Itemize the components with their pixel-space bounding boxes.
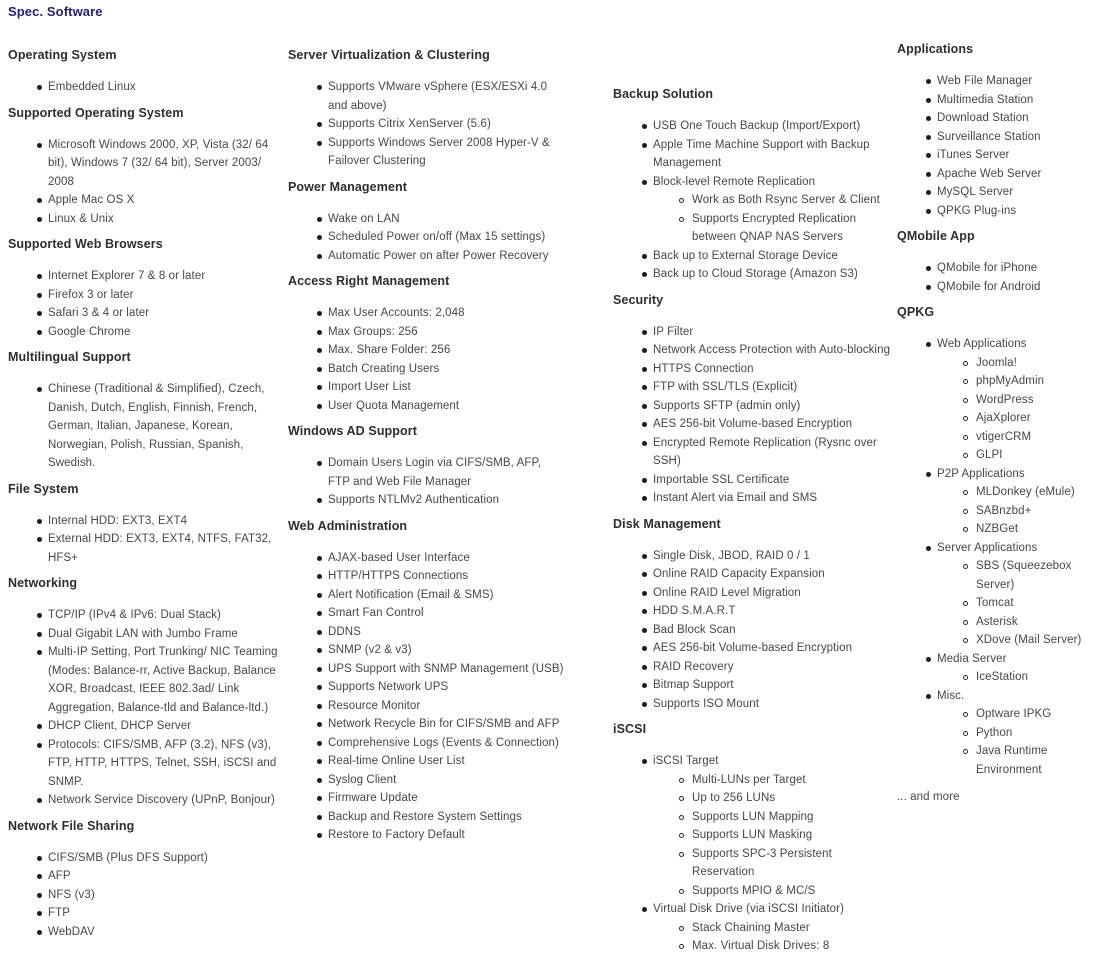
list-item-text: Scheduled Power on/off (Max 15 settings)	[328, 231, 546, 243]
sub-list-item	[937, 668, 1113, 687]
sub-list-item-text: WordPress	[976, 393, 1034, 406]
list-item	[288, 360, 564, 379]
list-item-text: DDNS	[328, 625, 361, 638]
section-heading: Power Management	[288, 179, 407, 194]
list-item-text: Firmware Update	[328, 792, 418, 804]
list-item	[8, 625, 286, 644]
list-item-text: Network Service Discovery (UPnP, Bonjour)	[48, 794, 275, 806]
sub-list-item-text: GLPI	[976, 449, 1003, 461]
list-item-text: MySQL Server	[937, 186, 1014, 198]
list-item	[8, 136, 286, 192]
list-item	[613, 117, 894, 136]
list-item-text: WebDAV	[48, 925, 95, 938]
spec-column-4	[897, 42, 1113, 807]
list-item	[288, 567, 564, 586]
list-item	[897, 91, 1113, 110]
list-item	[288, 808, 564, 827]
list-item-text: Misc.	[937, 689, 965, 702]
list-item	[8, 512, 286, 531]
spec-sub-list	[653, 191, 894, 247]
list-item	[613, 602, 894, 621]
sub-list-item	[653, 845, 894, 882]
list-item-text: Real-time Online User List	[328, 755, 465, 767]
sub-list-item-text: vtigerCRM	[976, 430, 1032, 443]
list-item	[288, 115, 564, 134]
list-item-text: UPS Support with SNMP Management (USB)	[328, 662, 564, 675]
list-item	[288, 771, 564, 790]
spec-sub-list	[653, 771, 894, 901]
list-item-text: FTP with SSL/TLS (Explicit)	[653, 381, 798, 393]
list-item	[8, 849, 286, 868]
section-heading: Supported Operating System	[8, 105, 184, 120]
sub-list-item-text: Joomla!	[976, 356, 1017, 369]
list-item	[613, 173, 894, 247]
list-item-text: Microsoft Windows 2000, XP, Vista (32/ 64 bit), Windows 7 (32/ 64 bit), Server 2003/ 2008	[48, 138, 269, 188]
list-item-text: Max Groups: 256	[328, 325, 418, 338]
list-item-text: Supports SFTP (admin only)	[653, 399, 801, 412]
list-item-text: Bad Block Scan	[653, 623, 736, 636]
list-item-text: AFP	[48, 870, 71, 882]
list-item-text: Back up to Cloud Storage (Amazon S3)	[653, 268, 858, 280]
section-heading: Backup Solution	[613, 87, 714, 101]
list-item-text: HTTPS Connection	[653, 362, 754, 375]
spec-list	[8, 78, 286, 97]
list-item-text: Apache Web Server	[937, 167, 1042, 180]
list-item	[288, 623, 564, 642]
section-heading: Server Virtualization & Clustering	[288, 48, 490, 62]
page-title: Spec. Software	[8, 4, 103, 19]
sub-list-item-text: Supports Encrypted Replication between QNAP NAS Servers	[692, 212, 857, 243]
list-item	[288, 586, 564, 605]
sub-list-item-text: Supports MPIO & MC/S	[692, 884, 816, 897]
section-heading: Applications	[897, 42, 974, 56]
sub-list-item	[653, 808, 894, 827]
list-item-text: IP Filter	[653, 325, 694, 338]
list-item	[288, 641, 564, 660]
footer-note: ... and more	[897, 791, 960, 803]
list-item-text: Import User List	[328, 381, 411, 393]
spec-list	[8, 267, 286, 341]
spec-list	[288, 78, 564, 171]
list-item-text: Multi-IP Setting, Port Trunking/ NIC Teaming (Modes: Balance-rr, Active Backup, Balance XOR, Broadcast, IEEE 802.3ad/ Link Aggregation, Balance-tld and Balance-ltd.)	[48, 646, 278, 714]
sub-list-item-text: Multi-LUNs per Target	[692, 773, 806, 786]
list-item	[288, 378, 564, 397]
list-item-text: Internal HDD: EXT3, EXT4	[48, 514, 188, 527]
list-item	[613, 136, 894, 173]
spec-list	[288, 454, 564, 510]
list-item-text: Supports Citrix XenServer (5.6)	[328, 118, 491, 130]
list-item	[897, 335, 1113, 465]
sub-list-item-text: Supports LUN Mapping	[692, 810, 814, 823]
section-heading: iSCSI	[613, 722, 647, 736]
list-item	[613, 323, 894, 342]
list-item-text: HDD S.M.A.R.T	[653, 605, 736, 617]
list-item-text: QMobile for Android	[937, 280, 1041, 293]
list-item-text: Safari 3 & 4 or later	[48, 307, 150, 319]
section-heading: Access Right Management	[288, 274, 450, 288]
spec-list	[288, 210, 564, 266]
spec-list	[8, 380, 286, 473]
list-item	[8, 304, 286, 323]
list-item-text: Automatic Power on after Power Recovery	[328, 249, 549, 262]
spec-list	[288, 549, 564, 845]
list-item	[613, 341, 894, 360]
list-item	[288, 210, 564, 229]
list-item	[613, 247, 894, 266]
spec-column-1-sections	[8, 48, 286, 941]
spec-column-3	[613, 87, 894, 956]
list-item	[288, 549, 564, 568]
list-item	[613, 639, 894, 658]
spec-sub-list	[937, 705, 1113, 779]
list-item	[8, 606, 286, 625]
spec-sub-list	[937, 354, 1113, 465]
list-item-text: Max. Share Folder: 256	[328, 344, 451, 356]
sub-list-item	[937, 557, 1113, 594]
list-item	[897, 465, 1113, 539]
list-item	[288, 304, 564, 323]
list-item-text: Embedded Linux	[48, 81, 136, 93]
list-item	[8, 380, 286, 473]
list-item-text: Supports ISO Mount	[653, 697, 759, 710]
section-heading: Multilingual Support	[8, 350, 131, 364]
spec-list	[613, 117, 894, 284]
spec-sub-list	[937, 668, 1113, 687]
sub-list-item-text: Stack Chaining Master	[692, 921, 810, 934]
list-item-text: Encrypted Remote Replication (Rysnc over SSH)	[653, 436, 877, 467]
list-item-text: SNMP (v2 & v3)	[328, 644, 412, 656]
section-heading: Supported Web Browsers	[8, 237, 163, 251]
list-item	[8, 530, 286, 567]
list-item	[8, 904, 286, 923]
list-item-text: USB One Touch Backup (Import/Export)	[653, 120, 861, 132]
list-item-text: Dual Gigabit LAN with Jumbo Frame	[48, 627, 238, 640]
list-item	[613, 565, 894, 584]
sub-list-item	[937, 391, 1113, 410]
list-item	[8, 323, 286, 342]
list-item	[613, 360, 894, 379]
list-item	[288, 715, 564, 734]
list-item-text: Syslog Client	[328, 773, 397, 786]
list-item-text: Apple Mac OS X	[48, 194, 135, 206]
sub-list-item-text: SABnzbd+	[976, 504, 1032, 517]
list-item-text: Firefox 3 or later	[48, 288, 134, 301]
sub-list-item	[937, 354, 1113, 373]
list-item	[8, 78, 286, 97]
list-item	[897, 109, 1113, 128]
sub-list-item-text: phpMyAdmin	[976, 375, 1045, 387]
list-item	[613, 695, 894, 714]
sub-list-item	[937, 372, 1113, 391]
sub-list-item	[937, 446, 1113, 465]
list-item-text: iTunes Server	[937, 149, 1010, 161]
section-heading: Windows AD Support	[288, 424, 417, 438]
spec-column-2	[288, 48, 564, 845]
list-item	[897, 539, 1113, 650]
spec-sub-list	[653, 919, 894, 956]
list-item-text: Supports Network UPS	[328, 681, 449, 693]
spec-list	[613, 752, 894, 956]
list-item-text: Instant Alert via Email and SMS	[653, 492, 818, 504]
section-heading: QPKG	[897, 305, 935, 319]
list-item	[288, 491, 564, 510]
list-item	[613, 584, 894, 603]
list-item	[897, 146, 1113, 165]
list-item-text: Backup and Restore System Settings	[328, 810, 522, 823]
section-heading: Security	[613, 292, 664, 307]
list-item	[8, 286, 286, 305]
list-item-text: TCP/IP (IPv4 & IPv6: Dual Stack)	[48, 609, 221, 621]
list-item-text: Linux & Unix	[48, 212, 114, 225]
sub-list-item-text: Supports SPC-3 Persistent Reservation	[692, 847, 832, 878]
sub-list-item	[937, 613, 1113, 632]
sub-list-item	[653, 826, 894, 845]
list-item-text: Multimedia Station	[937, 93, 1034, 106]
list-item-text: FTP	[48, 907, 71, 919]
list-item	[288, 734, 564, 753]
list-item	[8, 267, 286, 286]
spec-list	[8, 136, 286, 229]
list-item	[288, 697, 564, 716]
list-item	[288, 78, 564, 115]
list-item	[288, 752, 564, 771]
section-heading: Operating System	[8, 48, 117, 62]
list-item-text: Resource Monitor	[328, 699, 421, 712]
list-item	[288, 454, 564, 491]
list-item-text: DHCP Client, DHCP Server	[48, 720, 192, 732]
list-item-text: iSCSI Target	[653, 755, 719, 767]
list-item-text: QMobile for iPhone	[937, 262, 1038, 274]
list-item-text: Block-level Remote Replication	[653, 175, 816, 188]
spec-sub-list	[937, 557, 1113, 650]
list-item	[613, 621, 894, 640]
list-item	[613, 378, 894, 397]
list-item-text: Bitmap Support	[653, 679, 734, 691]
list-item	[613, 397, 894, 416]
section-heading: Networking	[8, 576, 78, 590]
sub-list-item-text: MLDonkey (eMule)	[976, 486, 1075, 498]
list-item	[613, 676, 894, 695]
list-item-text: Back up to External Storage Device	[653, 249, 838, 262]
sub-list-item-text: Optware IPKG	[976, 708, 1052, 720]
list-item	[288, 826, 564, 845]
list-item	[897, 650, 1113, 687]
list-item	[897, 202, 1113, 221]
list-item	[613, 489, 894, 508]
list-item	[288, 228, 564, 247]
sub-list-item	[937, 428, 1113, 447]
spec-list	[613, 547, 894, 714]
list-item-text: Comprehensive Logs (Events & Connection)	[328, 736, 559, 749]
list-item	[613, 547, 894, 566]
list-item	[897, 72, 1113, 91]
sub-list-item	[937, 724, 1113, 743]
list-item-text: Apple Time Machine Support with Backup Management	[653, 138, 870, 169]
spec-list	[897, 72, 1113, 220]
list-item-text: P2P Applications	[937, 467, 1025, 480]
list-item-text: Batch Creating Users	[328, 362, 440, 375]
list-item-text: Online RAID Capacity Expansion	[653, 568, 825, 580]
list-item-text: AES 256-bit Volume-based Encryption	[653, 642, 853, 654]
list-item	[613, 415, 894, 434]
sub-list-item	[937, 742, 1113, 779]
sub-list-item	[653, 191, 894, 210]
list-item	[897, 259, 1113, 278]
list-item	[613, 434, 894, 471]
list-item	[8, 717, 286, 736]
section-heading: Disk Management	[613, 516, 721, 531]
list-item	[288, 323, 564, 342]
sub-list-item	[653, 882, 894, 901]
list-item-text: Protocols: CIFS/SMB, AFP (3.2), NFS (v3), FTP, HTTP, HTTPS, Telnet, SSH, iSCSI and SNMP.	[48, 738, 277, 788]
list-item	[897, 687, 1113, 780]
list-item	[613, 265, 894, 284]
section-heading: Network File Sharing	[8, 818, 135, 833]
list-item-text: Virtual Disk Drive (via iSCSI Initiator)	[653, 903, 845, 915]
list-item	[288, 789, 564, 808]
sub-list-item-text: Asterisk	[976, 615, 1018, 628]
sub-list-item-text: SBS (Squeezebox Server)	[976, 560, 1072, 591]
list-item-text: Web File Manager	[937, 75, 1033, 87]
list-item	[897, 165, 1113, 184]
sub-list-item-text: XDove (Mail Server)	[976, 634, 1082, 646]
section-heading: QMobile App	[897, 229, 975, 243]
sub-list-item-text: Tomcat	[976, 597, 1014, 609]
sub-list-item	[653, 210, 894, 247]
list-item	[8, 886, 286, 905]
list-item-text: Google Chrome	[48, 325, 131, 338]
spec-list	[8, 512, 286, 568]
list-item-text: HTTP/HTTPS Connections	[328, 570, 469, 582]
list-item-text: External HDD: EXT3, EXT4, NTFS, FAT32, HFS+	[48, 533, 272, 564]
list-item-text: Network Access Protection with Auto-blocking	[653, 344, 891, 356]
list-item	[897, 128, 1113, 147]
sub-list-item-text: Java Runtime Environment	[976, 745, 1048, 776]
list-item-text: Chinese (Traditional & Simplified), Czech, Danish, Dutch, English, Finnish, French, German, Italian, Japanese, Korean, Norwegian, Polish, Russian, Spanish, Swedish.	[48, 383, 265, 469]
list-item-text: Media Server	[937, 652, 1007, 665]
list-item-text: Web Applications	[937, 338, 1027, 350]
sub-list-item	[937, 705, 1113, 724]
list-item	[8, 643, 286, 717]
sub-list-item	[937, 520, 1113, 539]
sub-list-item	[653, 771, 894, 790]
list-item-text: Smart Fan Control	[328, 607, 424, 619]
list-item-text: Alert Notification (Email & SMS)	[328, 588, 494, 601]
spec-list	[613, 323, 894, 508]
list-item	[8, 923, 286, 942]
list-item-text: Max User Accounts: 2,048	[328, 307, 465, 319]
sub-list-item	[653, 937, 894, 956]
list-item-text: Internet Explorer 7 & 8 or later	[48, 270, 206, 282]
list-item-text: Restore to Factory Default	[328, 829, 465, 841]
sub-list-item-text: Work as Both Rsync Server & Client	[692, 194, 880, 206]
sub-list-item-text: AjaXplorer	[976, 412, 1031, 424]
sub-list-item	[937, 483, 1113, 502]
spec-column-4-sections	[897, 42, 1113, 779]
list-item	[613, 752, 894, 900]
section-heading: Web Administration	[288, 518, 408, 533]
sub-list-item	[937, 631, 1113, 650]
sub-list-item	[653, 789, 894, 808]
list-item-text: Download Station	[937, 112, 1029, 124]
list-item-text: NFS (v3)	[48, 888, 95, 901]
spec-list	[897, 259, 1113, 296]
spec-column-1	[8, 48, 286, 941]
sub-list-item-text: Up to 256 LUNs	[692, 792, 776, 804]
list-item	[613, 900, 894, 956]
spec-list	[897, 335, 1113, 779]
list-item-text: Surveillance Station	[937, 130, 1041, 143]
list-item	[8, 210, 286, 229]
list-item	[897, 278, 1113, 297]
list-item-text: Supports Windows Server 2008 Hyper-V & Failover Clustering	[328, 136, 550, 167]
list-item-text: CIFS/SMB (Plus DFS Support)	[48, 851, 208, 864]
list-item	[897, 183, 1113, 202]
list-item-text: RAID Recovery	[653, 660, 734, 673]
list-item	[288, 678, 564, 697]
sub-list-item-text: NZBGet	[976, 523, 1019, 535]
list-item	[613, 658, 894, 677]
section-heading: File System	[8, 481, 79, 496]
list-item-text: Wake on LAN	[328, 212, 400, 225]
list-item-text: User Quota Management	[328, 399, 460, 412]
list-item-text: Server Applications	[937, 541, 1038, 554]
list-item	[288, 341, 564, 360]
list-item	[288, 247, 564, 266]
list-item	[8, 867, 286, 886]
list-item-text: Online RAID Level Migration	[653, 586, 801, 599]
list-item	[8, 736, 286, 792]
list-item	[613, 471, 894, 490]
spec-column-3-sections	[613, 87, 894, 956]
list-item-text: Network Recycle Bin for CIFS/SMB and AFP	[328, 718, 560, 730]
spec-list	[8, 606, 286, 810]
list-item	[8, 191, 286, 210]
spec-sub-list	[937, 483, 1113, 539]
sub-list-item-text: Python	[976, 726, 1013, 739]
list-item-text: Supports VMware vSphere (ESX/ESXi 4.0 and above)	[328, 81, 548, 112]
spec-list	[8, 849, 286, 942]
list-item-text: AES 256-bit Volume-based Encryption	[653, 418, 853, 430]
list-item-text: Supports NTLMv2 Authentication	[328, 494, 500, 506]
list-item-text: Importable SSL Certificate	[653, 473, 790, 486]
spec-list	[288, 304, 564, 415]
list-item	[288, 604, 564, 623]
sub-list-item	[653, 919, 894, 938]
list-item	[288, 660, 564, 679]
list-item	[8, 791, 286, 810]
sub-list-item	[937, 502, 1113, 521]
list-item-text: Domain Users Login via CIFS/SMB, AFP, FTP and Web File Manager	[328, 457, 542, 488]
sub-list-item-text: Supports LUN Masking	[692, 829, 813, 841]
list-item	[288, 397, 564, 416]
list-item-text: Single Disk, JBOD, RAID 0 / 1	[653, 549, 810, 562]
spec-column-2-sections	[288, 48, 564, 845]
list-item-text: QPKG Plug-ins	[937, 204, 1017, 217]
sub-list-item	[937, 594, 1113, 613]
sub-list-item-text: Max. Virtual Disk Drives: 8	[692, 940, 830, 952]
sub-list-item	[937, 409, 1113, 428]
list-item	[288, 134, 564, 171]
sub-list-item-text: IceStation	[976, 671, 1029, 683]
list-item-text: AJAX-based User Interface	[328, 551, 470, 564]
